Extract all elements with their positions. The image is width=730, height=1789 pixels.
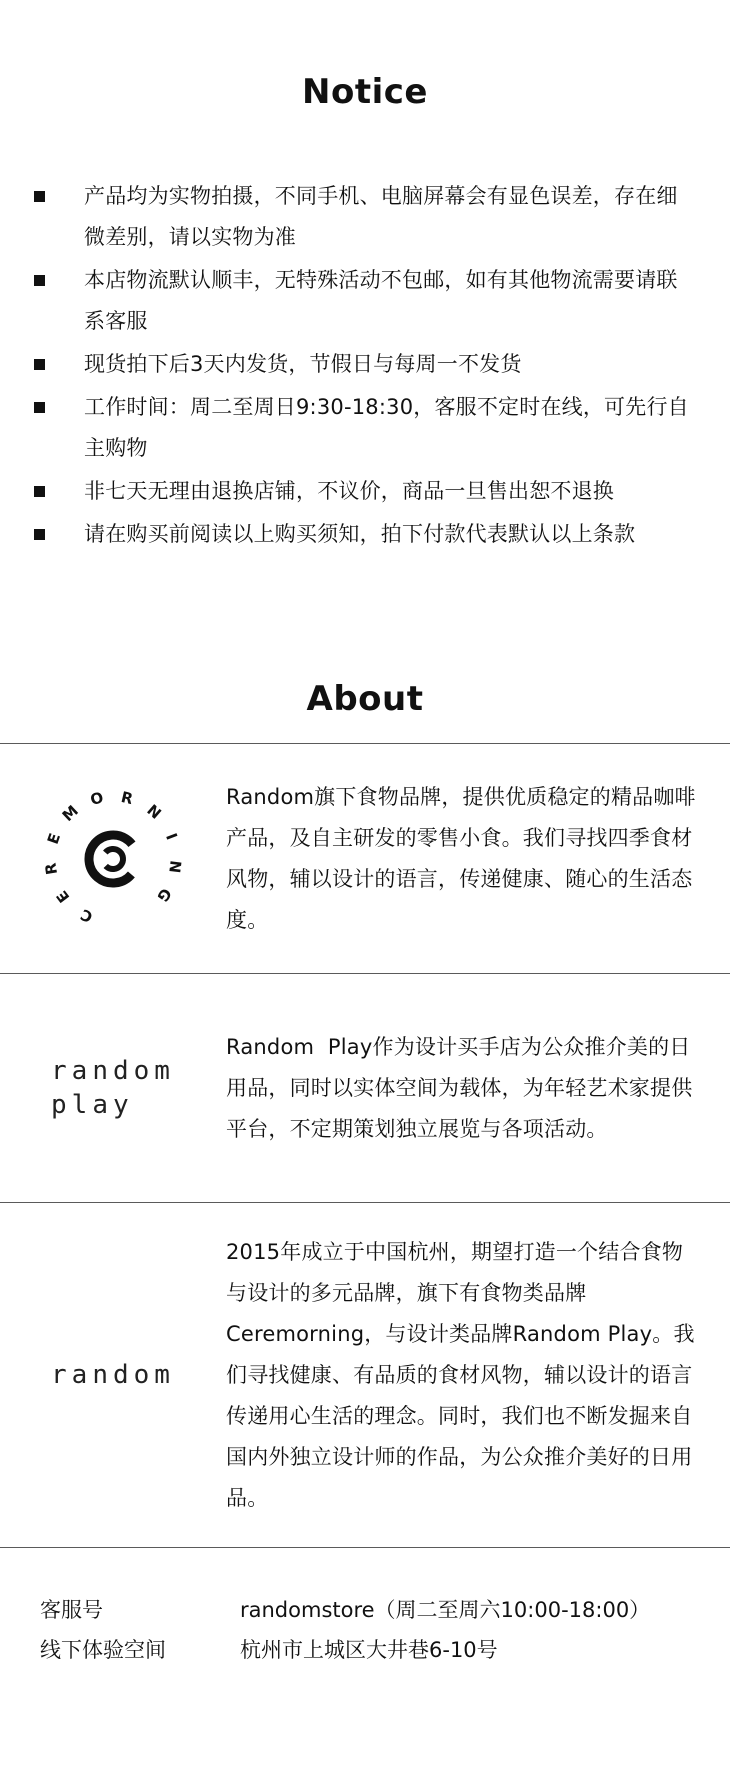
brand-description: 2015年成立于中国杭州，期望打造一个结合食物与设计的多元品牌，旗下有食物类品牌Ceremorning，与设计类品牌Random Play。我们寻找健康、有品质的食材风物，辅以设计的语言传递用心生活的理念。同时，我们也不断发掘来自国内外独立设计师的作品，为公众推介美好的日用品。: [226, 1239, 695, 1510]
contact-row: [40, 1590, 730, 1630]
notice-text: 现货拍下后3天内发货，节假日与每周一不发货: [84, 352, 522, 376]
notice-text: 请在购买前阅读以上购买须知，拍下付款代表默认以上条款: [84, 522, 636, 546]
notice-item: [34, 514, 690, 555]
brand-description: Random Play作为设计买手店为公众推介美的日用品，同时以实体空间为载体，为年轻艺术家提供平台，不定期策划独立展览与各项活动。: [226, 1034, 693, 1141]
logo-line: random: [51, 1056, 175, 1086]
notice-text: 非七天无理由退换店铺，不议价，商品一旦售出恕不退换: [84, 479, 614, 503]
bullet-square-icon: [34, 529, 45, 540]
notice-title: Notice: [302, 72, 428, 112]
seal-letter: E: [52, 886, 74, 906]
bullet-square-icon: [34, 359, 45, 370]
seal-letter: N: [143, 800, 165, 823]
brand-random: [0, 1203, 730, 1547]
notice-item: [34, 176, 690, 258]
contact-row: [40, 1630, 730, 1670]
notice-text: 本店物流默认顺丰，无特殊活动不包邮，如有其他物流需要请联系客服: [84, 268, 678, 333]
notice-text: 产品均为实物拍摄，不同手机、电脑屏幕会有显色误差，存在细微差别，请以实物为准: [84, 184, 678, 249]
brand-random-play: [0, 974, 730, 1202]
random-logo: [0, 1358, 226, 1392]
notice-item: [34, 344, 690, 385]
seal-letter: C: [77, 904, 96, 926]
seal-letter: R: [41, 861, 62, 876]
contact-label: 线下体验空间: [40, 1638, 166, 1662]
bullet-square-icon: [34, 191, 45, 202]
notice-item: [34, 260, 690, 342]
logo-line: play: [51, 1090, 134, 1120]
random-play-logo: [0, 1054, 226, 1122]
about-title: About: [306, 679, 424, 719]
seal-letter: G: [153, 884, 176, 905]
ceremorning-seal-icon: [28, 774, 198, 944]
seal-letter: M: [58, 801, 82, 825]
notice-list: [0, 176, 730, 555]
notice-item: [34, 387, 690, 469]
bullet-square-icon: [34, 486, 45, 497]
bullet-square-icon: [34, 402, 45, 413]
ceremorning-logo: [0, 774, 226, 944]
brand-description: Random旗下食物品牌，提供优质稳定的精品咖啡产品，及自主研发的零售小食。我们寻找四季食材风物，辅以设计的语言，传递健康、随心的生活态度。: [226, 784, 696, 932]
seal-letter: R: [119, 787, 135, 808]
seal-letter: N: [165, 858, 185, 874]
notice-item: [34, 471, 690, 512]
notice-text: 工作时间：周二至周日9:30-18:30，客服不定时在线，可先行自主购物: [84, 395, 689, 460]
contact-value: randomstore（周二至周六10:00-18:00）: [240, 1598, 651, 1622]
contact-label: 客服号: [40, 1598, 103, 1622]
seal-letter: E: [43, 830, 65, 846]
bullet-square-icon: [34, 275, 45, 286]
contact-info: [0, 1548, 730, 1670]
brand-ceremorning: [0, 744, 730, 973]
seal-letter: I: [161, 830, 181, 842]
contact-value: 杭州市上城区大井巷6-10号: [240, 1638, 498, 1662]
logo-line: random: [51, 1360, 175, 1390]
seal-letter: O: [88, 787, 106, 809]
